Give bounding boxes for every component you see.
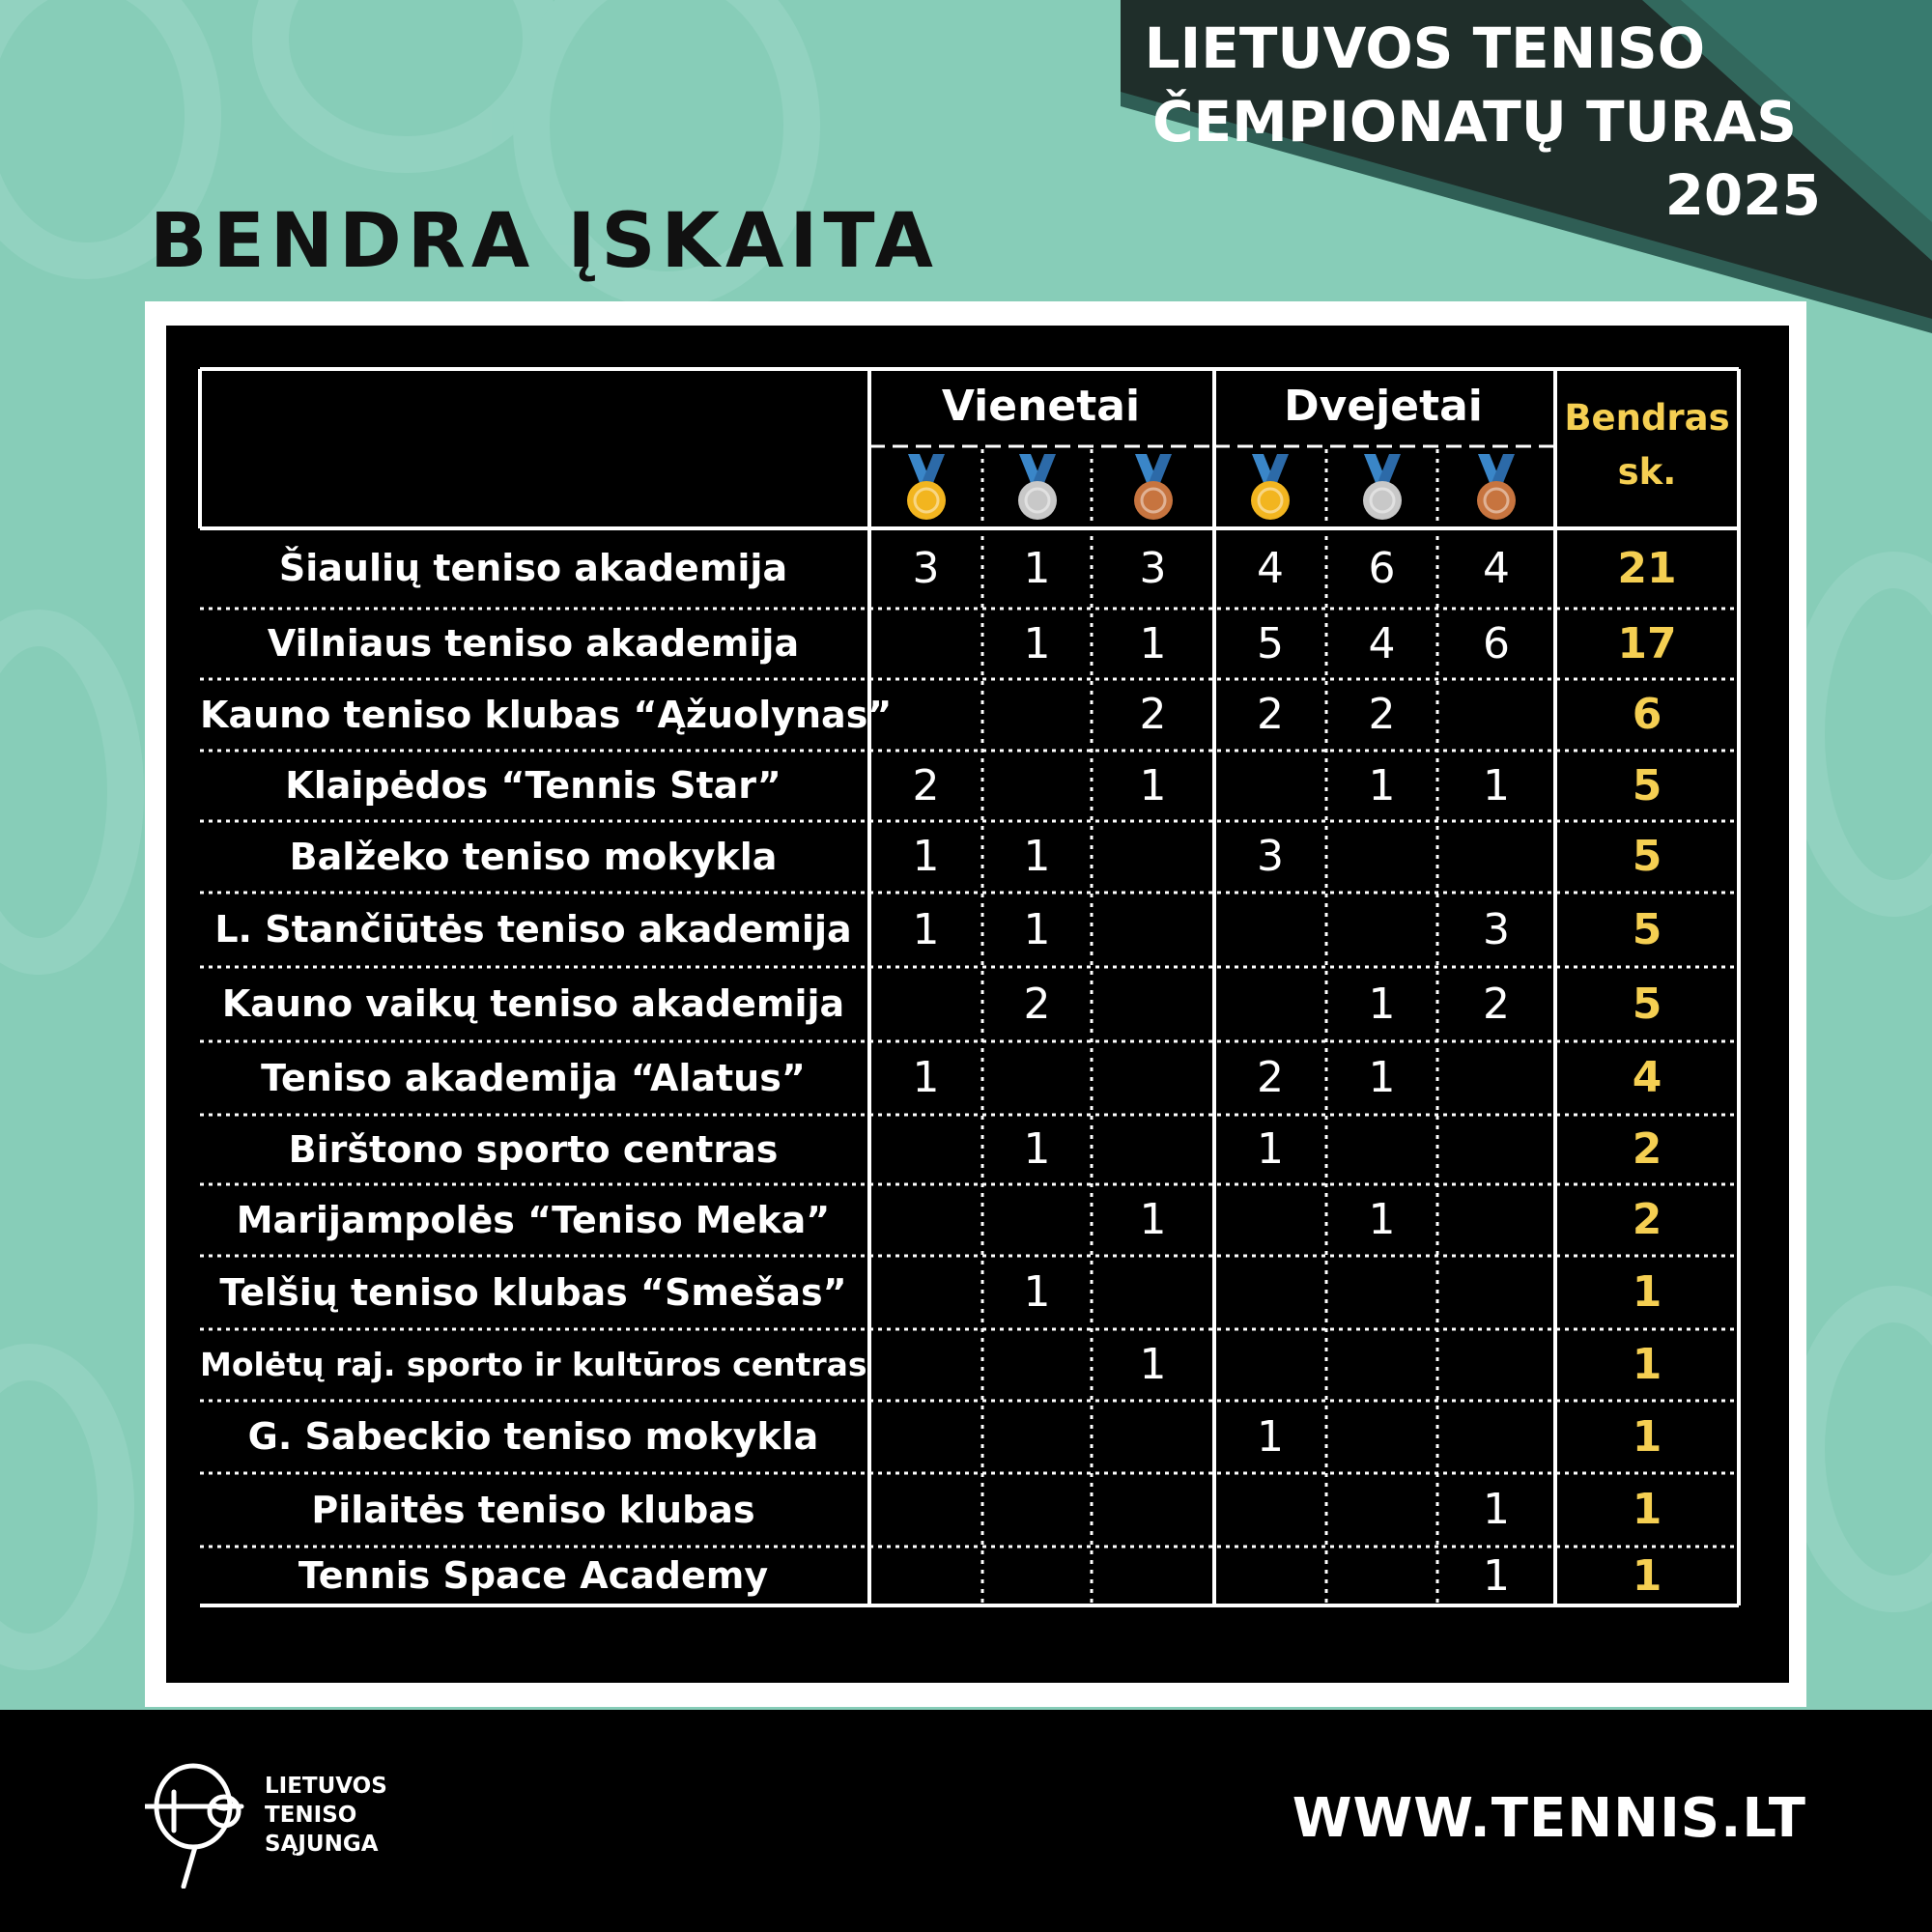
medal-count-s-bronze <box>1092 1547 1214 1605</box>
total-count: 5 <box>1632 832 1662 881</box>
logo-text <box>265 1772 387 1859</box>
medal-count-s-silver <box>982 1041 1092 1115</box>
medal-count-s-gold: 2 <box>912 761 940 810</box>
team-name: Pilaitės teniso klubas <box>311 1489 755 1531</box>
medal-count-s-bronze <box>1092 967 1214 1041</box>
medal-count-d-silver: 6 <box>1368 544 1396 593</box>
website-link[interactable]: WWW.TENNIS.LT <box>1292 1787 1806 1850</box>
medal-count-d-gold <box>1214 967 1326 1041</box>
bronze-medal-icon <box>1472 454 1520 524</box>
medal-count-s-silver <box>982 1473 1092 1547</box>
medal-count-d-bronze: 2 <box>1483 980 1510 1029</box>
team-name: G. Sabeckio teniso mokykla <box>247 1415 819 1458</box>
total-count: 17 <box>1617 619 1677 668</box>
medal-count-d-gold: 1 <box>1257 1124 1284 1174</box>
team-name: Šiaulių teniso akademija <box>278 547 788 589</box>
medal-count-d-bronze <box>1437 1256 1555 1329</box>
medal-count-s-silver: 1 <box>1023 619 1051 668</box>
medal-count-s-bronze <box>1092 1401 1214 1473</box>
total-count: 1 <box>1632 1340 1662 1389</box>
team-name: Molėtų raj. sporto ir kultūros centras <box>200 1346 867 1383</box>
medal-count-s-silver: 2 <box>1023 980 1051 1029</box>
medal-count-s-silver <box>982 751 1092 821</box>
medal-count-s-gold: 1 <box>912 905 940 954</box>
medal-count-d-gold <box>1214 751 1326 821</box>
tour-title-line2: ČEMPIONATŲ TURAS <box>1151 89 1797 155</box>
medal-count-d-bronze: 1 <box>1483 1551 1510 1601</box>
total-count: 21 <box>1617 544 1677 593</box>
team-name: Teniso akademija “Alatus” <box>261 1057 806 1099</box>
medal-count-d-silver <box>1326 1329 1437 1401</box>
medal-count-d-silver: 4 <box>1368 619 1396 668</box>
medal-count-s-gold <box>869 1256 982 1329</box>
medal-count-d-bronze: 1 <box>1483 1485 1510 1534</box>
medal-count-d-silver: 1 <box>1368 761 1396 810</box>
medal-count-d-silver <box>1326 1473 1437 1547</box>
team-name: Klaipėdos “Tennis Star” <box>285 764 781 807</box>
medal-count-s-silver <box>982 1547 1092 1605</box>
total-count: 2 <box>1632 1195 1662 1244</box>
medal-count-s-bronze: 1 <box>1139 1340 1167 1389</box>
medal-count-s-silver: 1 <box>1023 905 1051 954</box>
medal-count-d-silver <box>1326 1256 1437 1329</box>
medal-count-d-bronze <box>1437 1184 1555 1256</box>
medal-count-s-bronze: 1 <box>1139 1195 1167 1244</box>
medal-count-s-silver: 1 <box>1023 544 1051 593</box>
team-name: Balžeko teniso mokykla <box>289 836 778 878</box>
medal-count-s-silver <box>982 1184 1092 1256</box>
total-count: 6 <box>1632 690 1662 739</box>
medal-count-s-gold <box>869 679 982 751</box>
medal-count-s-gold <box>869 1547 982 1605</box>
total-count: 1 <box>1632 1267 1662 1317</box>
medal-count-s-silver <box>982 1401 1092 1473</box>
total-count: 1 <box>1632 1485 1662 1534</box>
medal-count-s-gold <box>869 967 982 1041</box>
total-count: 2 <box>1632 1124 1662 1174</box>
total-count: 1 <box>1632 1412 1662 1462</box>
medal-count-s-bronze <box>1092 1041 1214 1115</box>
medal-count-s-gold <box>869 609 982 679</box>
medal-count-d-gold: 4 <box>1257 544 1284 593</box>
medal-count-d-gold: 3 <box>1257 832 1284 881</box>
medal-count-s-bronze: 3 <box>1139 544 1167 593</box>
medal-count-d-gold <box>1214 1329 1326 1401</box>
medal-count-d-bronze: 4 <box>1483 544 1510 593</box>
team-name: Kauno teniso klubas “Ąžuolynas” <box>200 694 893 736</box>
medal-count-s-silver: 1 <box>1023 1124 1051 1174</box>
team-name: Birštono sporto centras <box>288 1128 779 1171</box>
medal-count-s-gold <box>869 1473 982 1547</box>
medal-count-d-silver <box>1326 1547 1437 1605</box>
medal-count-d-gold <box>1214 1184 1326 1256</box>
medal-count-s-bronze: 2 <box>1139 690 1167 739</box>
medal-count-d-bronze <box>1437 1041 1555 1115</box>
medal-count-d-silver: 2 <box>1368 690 1396 739</box>
logo-text-line2: TENISO <box>265 1803 357 1828</box>
medal-count-d-bronze: 6 <box>1483 619 1510 668</box>
silver-medal-icon <box>1013 454 1062 524</box>
medal-count-d-silver <box>1326 1115 1437 1184</box>
team-name: Vilniaus teniso akademija <box>267 622 800 665</box>
medal-count-d-bronze <box>1437 821 1555 893</box>
total-count: 5 <box>1632 980 1662 1029</box>
medal-count-d-gold <box>1214 1256 1326 1329</box>
medal-count-d-silver <box>1326 1401 1437 1473</box>
medal-count-d-gold <box>1214 1473 1326 1547</box>
medal-count-s-gold: 3 <box>912 544 940 593</box>
medal-count-s-bronze: 1 <box>1139 619 1167 668</box>
medal-count-d-silver: 1 <box>1368 1053 1396 1102</box>
medal-count-d-bronze <box>1437 1401 1555 1473</box>
medal-count-s-silver: 1 <box>1023 1267 1051 1317</box>
medal-count-d-gold <box>1214 893 1326 967</box>
total-count: 1 <box>1632 1551 1662 1601</box>
gold-medal-icon <box>902 454 951 524</box>
medal-count-d-gold: 1 <box>1257 1412 1284 1462</box>
total-count: 5 <box>1632 905 1662 954</box>
medal-count-d-silver: 1 <box>1368 980 1396 1029</box>
gold-medal-icon <box>1246 454 1294 524</box>
medal-count-d-gold: 5 <box>1257 619 1284 668</box>
medal-count-s-bronze <box>1092 893 1214 967</box>
medal-count-d-silver <box>1326 893 1437 967</box>
team-name: Kauno vaikų teniso akademija <box>221 982 845 1025</box>
medal-count-s-gold: 1 <box>912 832 940 881</box>
medal-count-d-bronze: 1 <box>1483 761 1510 810</box>
medal-count-s-bronze <box>1092 1115 1214 1184</box>
group-singles-header: Vienetai <box>941 382 1141 431</box>
section-title: BENDRA ĮSKAITA <box>150 198 939 285</box>
logo-text-line3: SĄJUNGA <box>265 1832 379 1857</box>
medal-count-s-bronze: 1 <box>1139 761 1167 810</box>
tennis-racket-logo-icon <box>145 1753 251 1889</box>
medal-count-s-gold <box>869 1115 982 1184</box>
medal-count-s-gold <box>869 1329 982 1401</box>
team-name: Marijampolės “Teniso Meka” <box>236 1199 831 1241</box>
medal-count-d-bronze: 3 <box>1483 905 1510 954</box>
total-header-line2: sk. <box>1617 451 1677 493</box>
medal-count-d-gold: 2 <box>1257 1053 1284 1102</box>
tour-title-line1: LIETUVOS TENISO <box>1144 15 1705 81</box>
medal-count-s-bronze <box>1092 1256 1214 1329</box>
total-header <box>1555 391 1739 499</box>
bronze-medal-icon <box>1129 454 1178 524</box>
medal-count-s-bronze <box>1092 821 1214 893</box>
medal-count-d-gold <box>1214 1547 1326 1605</box>
medal-count-d-silver <box>1326 821 1437 893</box>
tour-year: 2025 <box>1664 162 1821 228</box>
total-count: 4 <box>1632 1053 1662 1102</box>
team-name: Telšių teniso klubas “Smešas” <box>219 1271 847 1314</box>
total-header-line1: Bendras <box>1564 397 1730 439</box>
medal-count-s-silver: 1 <box>1023 832 1051 881</box>
medal-count-d-bronze <box>1437 1329 1555 1401</box>
logo-text-line1: LIETUVOS <box>265 1774 387 1799</box>
medal-count-d-bronze <box>1437 679 1555 751</box>
group-doubles-header: Dvejetai <box>1284 382 1483 431</box>
medal-count-d-gold: 2 <box>1257 690 1284 739</box>
medal-count-s-gold <box>869 1401 982 1473</box>
total-count: 5 <box>1632 761 1662 810</box>
medal-count-s-silver <box>982 1329 1092 1401</box>
medal-count-d-bronze <box>1437 1115 1555 1184</box>
silver-medal-icon <box>1358 454 1406 524</box>
medal-count-s-bronze <box>1092 1473 1214 1547</box>
medal-count-d-silver: 1 <box>1368 1195 1396 1244</box>
team-name: Tennis Space Academy <box>298 1554 769 1597</box>
team-name: L. Stančiūtės teniso akademija <box>214 908 852 951</box>
medal-count-s-gold <box>869 1184 982 1256</box>
medal-count-s-silver <box>982 679 1092 751</box>
medal-count-s-gold: 1 <box>912 1053 940 1102</box>
